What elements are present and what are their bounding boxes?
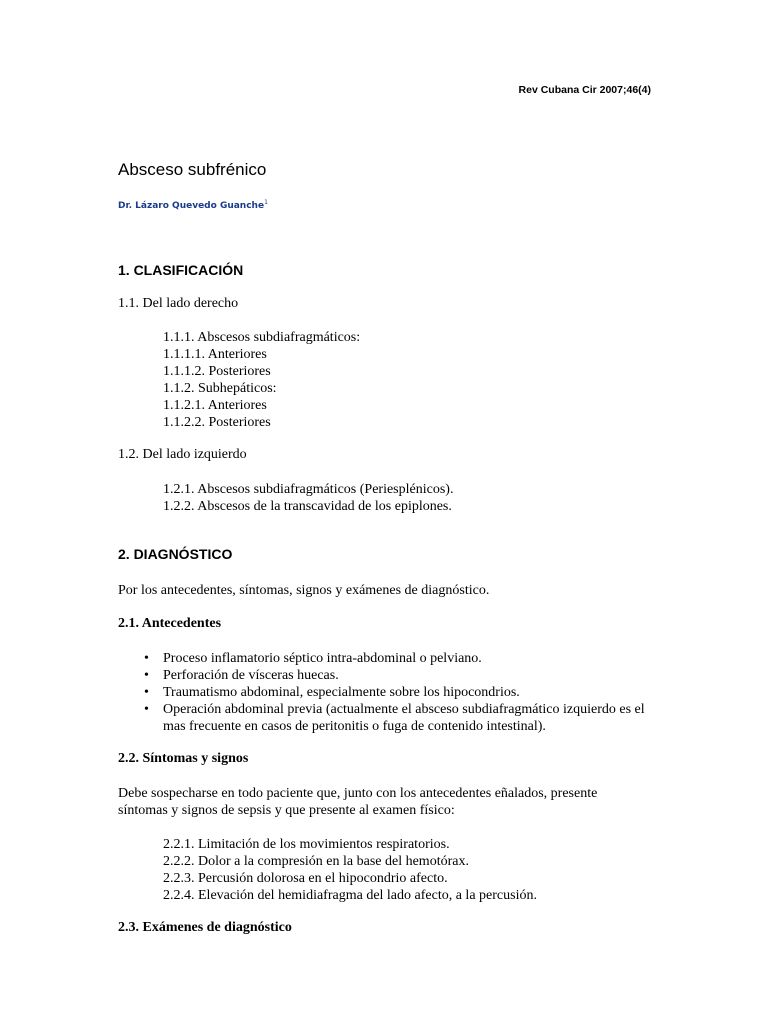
bullet-icon: •	[144, 702, 149, 717]
list-item-text: Traumatismo abdominal, especialmente sobre los hipocondrios.	[163, 685, 520, 700]
examenes-heading: 2.3. Exámenes de diagnóstico	[118, 920, 292, 935]
list-item: 2.2.1. Limitación de los movimientos respiratorios.	[163, 837, 450, 852]
list-item: 1.1.1.1. Anteriores	[163, 347, 267, 362]
author-footnote-marker: 1	[264, 199, 268, 206]
subsection-label-izquierdo: 1.2. Del lado izquierdo	[118, 447, 247, 462]
bullet-icon: •	[144, 685, 149, 700]
list-item: 1.1.1. Abscesos subdiafragmáticos:	[163, 330, 361, 345]
list-item: 1.1.2. Subhepáticos:	[163, 381, 277, 396]
sintomas-list	[163, 836, 537, 904]
journal-citation: Rev Cubana Cir 2007;46(4)	[518, 84, 651, 96]
diagnostico-intro: Por los antecedentes, síntomas, signos y exámenes de diagnóstico.	[118, 583, 490, 598]
author-name: Dr. Lázaro Quevedo Guanche	[118, 201, 265, 211]
list-item: 2.2.4. Elevación del hemidiafragma del lado afecto, a la percusión.	[163, 888, 537, 903]
list-item	[144, 684, 663, 701]
bullet-icon: •	[144, 651, 149, 666]
list-item	[144, 701, 663, 735]
section-heading-diagnostico: 2. DIAGNÓSTICO	[118, 546, 233, 562]
antecedentes-list	[144, 650, 663, 735]
antecedentes-heading: 2.1. Antecedentes	[118, 616, 222, 631]
izquierdo-list	[163, 481, 453, 515]
derecho-list	[163, 329, 360, 431]
list-item	[144, 667, 663, 684]
list-item: 1.1.2.1. Anteriores	[163, 398, 267, 413]
list-item-text: Operación abdominal previa (actualmente el absceso subdiafragmático izquierdo es el mas frecuente en casos de peritonitis o fuga de contenido intestinal).	[163, 702, 645, 734]
list-item: 1.2.2. Abscesos de la transcavidad de los epiplones.	[163, 499, 452, 514]
list-item: 1.1.1.2. Posteriores	[163, 364, 271, 379]
list-item: 2.2.3. Percusión dolorosa en el hipocondrio afecto.	[163, 871, 448, 886]
subsection-label-derecho: 1.1. Del lado derecho	[118, 296, 239, 311]
author-line	[118, 199, 268, 211]
sintomas-intro: Debe sospecharse en todo paciente que, junto con los antecedentes eñalados, presente síntomas y signos de sepsis y que presente al examen físico:	[118, 786, 598, 818]
list-item: 2.2.2. Dolor a la compresión en la base del hemotórax.	[163, 854, 469, 869]
list-item-text: Perforación de vísceras huecas.	[163, 668, 339, 683]
list-item: 1.2.1. Abscesos subdiafragmáticos (Periesplénicos).	[163, 482, 454, 497]
sintomas-heading: 2.2. Síntomas y signos	[118, 751, 249, 766]
bullet-icon: •	[144, 668, 149, 683]
list-item	[144, 650, 663, 667]
section-heading-clasificacion: 1. CLASIFICACIÓN	[118, 262, 244, 278]
article-title: Absceso subfrénico	[118, 160, 267, 179]
list-item-text: Proceso inflamatorio séptico intra-abdominal o pelviano.	[163, 651, 482, 666]
list-item: 1.1.2.2. Posteriores	[163, 415, 271, 430]
